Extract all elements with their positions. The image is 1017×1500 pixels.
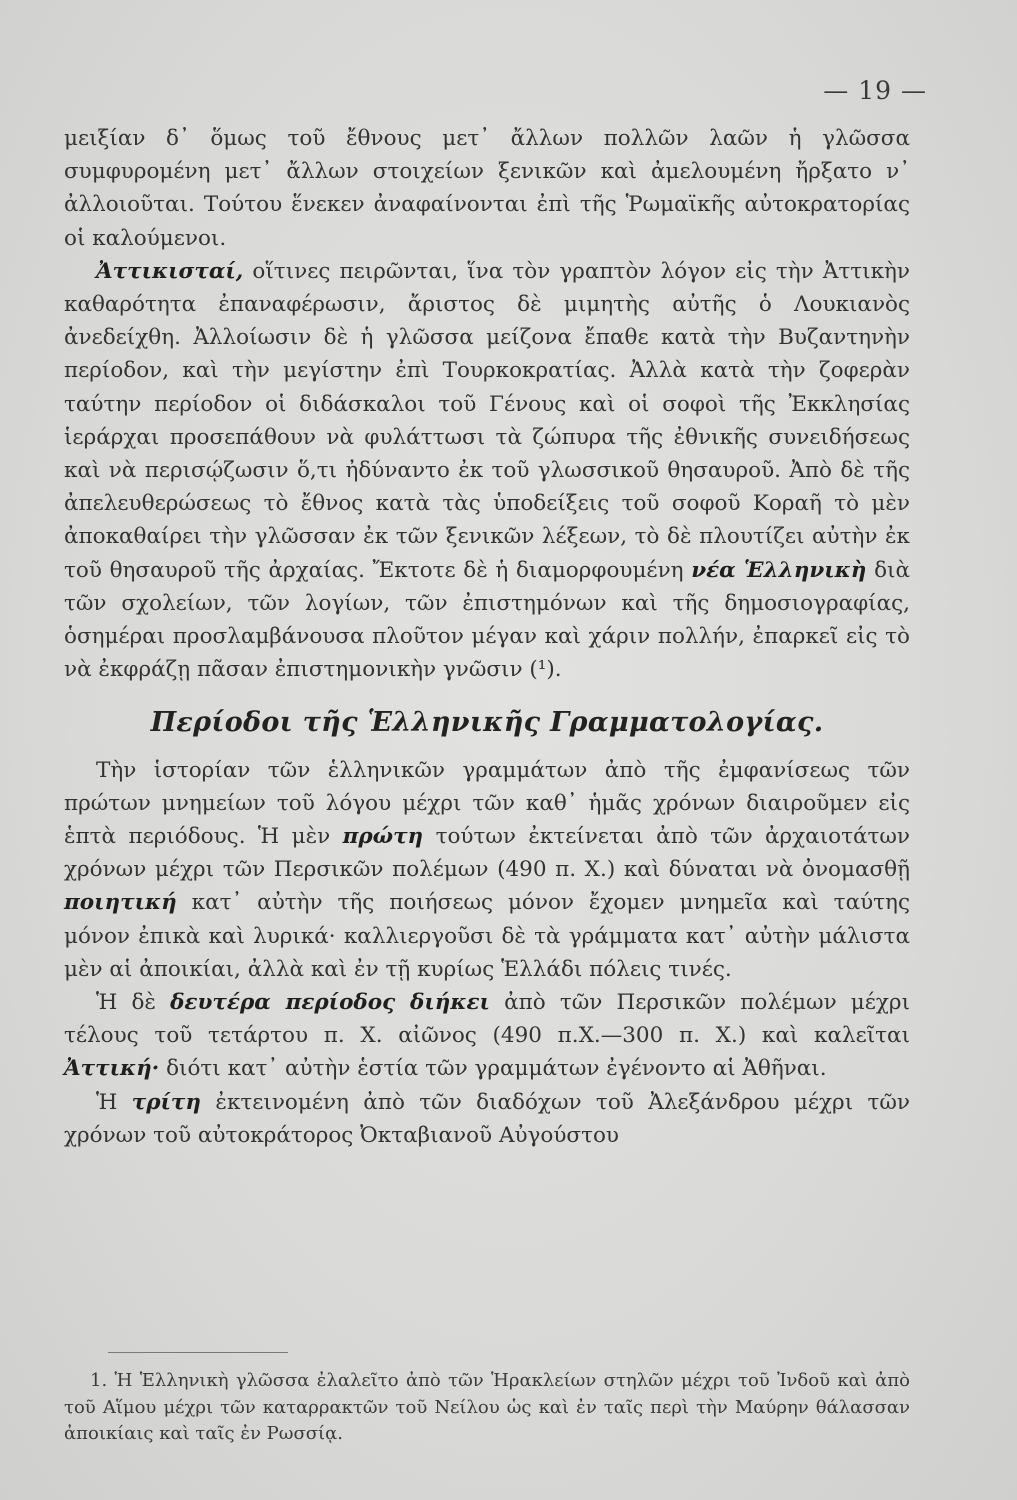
paragraph-5 <box>64 1086 910 1152</box>
paragraph-3-text-b: τούτων ἐκτείνεται ἀπὸ τῶν ἀρχαιοτάτων χρόνων μέχρι τῶν Περσικῶν πολέμων (490 π. Χ.) καὶ δύναται νὰ ὀνομασθῇ <box>64 824 910 883</box>
term-attikistai: Ἀττικισταί, <box>96 258 244 284</box>
term-prwth: πρώτη <box>342 824 424 850</box>
paragraph-4-text-c: διότι κατ᾽ αὐτὴν ἑστία τῶν γραμμάτων ἐγένοντο αἱ Ἀθῆναι. <box>166 1056 827 1082</box>
paragraph-3-text-a: Τὴν ἱστορίαν τῶν ἑλληνικῶν γραμμάτων ἀπὸ τῆς ἐμφανίσεως τῶν πρώτων μνημείων τοῦ λόγου μέχρι τῶν καθ᾽ ἡμᾶς χρόνων διαιροῦμεν εἰς ἑπτὰ περιόδους. Ἡ μὲν <box>64 757 910 850</box>
paragraph-2 <box>64 255 910 687</box>
paragraph-1-text: μειξίαν δ᾽ ὅμως τοῦ ἔθνους μετ᾽ ἄλλων πολλῶν λαῶν ἡ γλῶσσα συμφυρομένη μετ᾽ ἄλλων στοιχείων ξενικῶν καὶ ἀμελουμένη ἤρξατο ν᾽ ἀλλοιοῦται. Τούτου ἕνεκεν ἀναφαίνονται ἐπὶ τῆς Ῥωμαϊκῆς αὐτοκρατορίας οἱ καλούμενοι. <box>64 126 910 251</box>
paragraph-2-text-b: διὰ τῶν σχολείων, τῶν λογίων, τῶν ἐπιστημόνων καὶ τῆς δημοσιογραφίας, ὁσημέραι προσλαμβάνουσα πλοῦτον μέγαν καὶ χάριν πολλήν, ἐπαρκεῖ εἰς τὸ νὰ ἐκφράζῃ πᾶσαν ἐπιστημονικὴν γνῶσιν (¹). <box>64 557 910 683</box>
paragraph-4 <box>64 986 910 1086</box>
paragraph-4-text-b: ἀπὸ τῶν Περσικῶν πολέμων μέχρι τέλους τοῦ τετάρτου π. Χ. αἰῶνος (490 π.Χ.—300 π. Χ.) καὶ καλεῖται <box>64 990 910 1049</box>
term-poihtikh: ποιητική <box>64 890 177 916</box>
footnote: 1. Ἡ Ἑλληνικὴ γλῶσσα ἐλαλεῖτο ἀπὸ τῶν Ἡρακλείων στηλῶν μέχρι τοῦ Ἰνδοῦ καὶ ἀπὸ τοῦ Αἵμου μέχρι τῶν καταρρακτῶν τοῦ Νείλου ὡς καὶ ἐν ταῖς περὶ τὴν Μαύρην θάλασσαν ἀποικίαις καὶ ταῖς ἐν Ρωσσίᾳ. <box>64 1370 910 1444</box>
term-deutera-periodos: δευτέρα περίοδος διήκει <box>170 990 490 1016</box>
body-text <box>64 122 910 1152</box>
term-trith: τρίτη <box>131 1089 202 1115</box>
page-number: — 19 — <box>823 76 927 105</box>
paragraph-1 <box>64 122 910 255</box>
paragraph-2-text-a: οἵτινες πειρῶνται, ἵνα τὸν γραπτὸν λόγον εἰς τὴν Ἀττικὴν καθαρότητα ἐπαναφέρωσιν, ἄριστος δὲ μιμητὴς αὐτῆς ὁ Λουκιανὸς ἀνεδείχθη. Ἀλλοίωσιν δὲ ἡ γλῶσσα μείζονα ἔπαθε κατὰ τὴν Βυζαντηνὴν περίοδον, καὶ τὴν μεγίστην ἐπὶ Τουρκοκρατίας. Ἀλλὰ κατὰ τὴν ζοφερὰν ταύτην περίοδον οἱ διδάσκαλοι τοῦ Γένους καὶ οἱ σοφοὶ τῆς Ἐκκλησίας ἱεράρχαι προσεπάθουν νὰ φυλάττωσι τὰ ζώπυρα τῆς ἐθνικῆς συνειδήσεως καὶ νὰ περισῴζωσιν ὅ,τι ἠδύναντο ἐκ τοῦ γλωσσικοῦ θησαυροῦ. Ἀπὸ δὲ τῆς ἀπελευθερώσεως τὸ ἔθνος κατὰ τὰς ὑποδείξεις τοῦ σοφοῦ Κοραῆ τὸ μὲν ἀποκαθαίρει τὴν γλῶσσαν ἐκ τῶν ξενικῶν λέξεων, τὸ δὲ πλουτίζει αὐτὴν ἐκ τοῦ θησαυροῦ τῆς ἀρχαίας. Ἔκτοτε δὲ ἡ διαμορφουμένη <box>64 258 910 583</box>
paragraph-3 <box>64 754 910 986</box>
section-heading: Περίοδοι τῆς Ἑλληνικῆς Γραμματολογίας. <box>150 707 824 739</box>
paragraph-5-text-b: ἐκτεινομένη ἀπὸ τῶν διαδόχων τοῦ Ἀλεξάνδρου μέχρι τῶν χρόνων τοῦ αὐτοκράτορος Ὀκταβιανοῦ Αὐγούστου <box>64 1089 910 1148</box>
term-attikh: Ἀττική· <box>64 1056 160 1082</box>
paragraph-4-text-a: Ἡ δὲ <box>96 990 156 1016</box>
paragraph-5-text-a: Ἡ <box>96 1089 118 1115</box>
paragraph-3-text-c: κατ᾽ αὐτὴν τῆς ποιήσεως μόνον ἔχομεν μνημεῖα καὶ ταύτης μόνον ἐπικὰ καὶ λυρικά· καλλιεργοῦσι δὲ τὰ γράμματα κατ᾽ αὐτὴν μάλιστα μὲν αἱ ἀποικίαι, ἀλλὰ καὶ ἐν τῇ κυρίως Ἑλλάδι πόλεις τινές. <box>64 890 910 982</box>
footnote-divider <box>108 1352 288 1353</box>
term-nea-ellhnikh: νέα Ἑλληνικὴ <box>691 557 867 583</box>
